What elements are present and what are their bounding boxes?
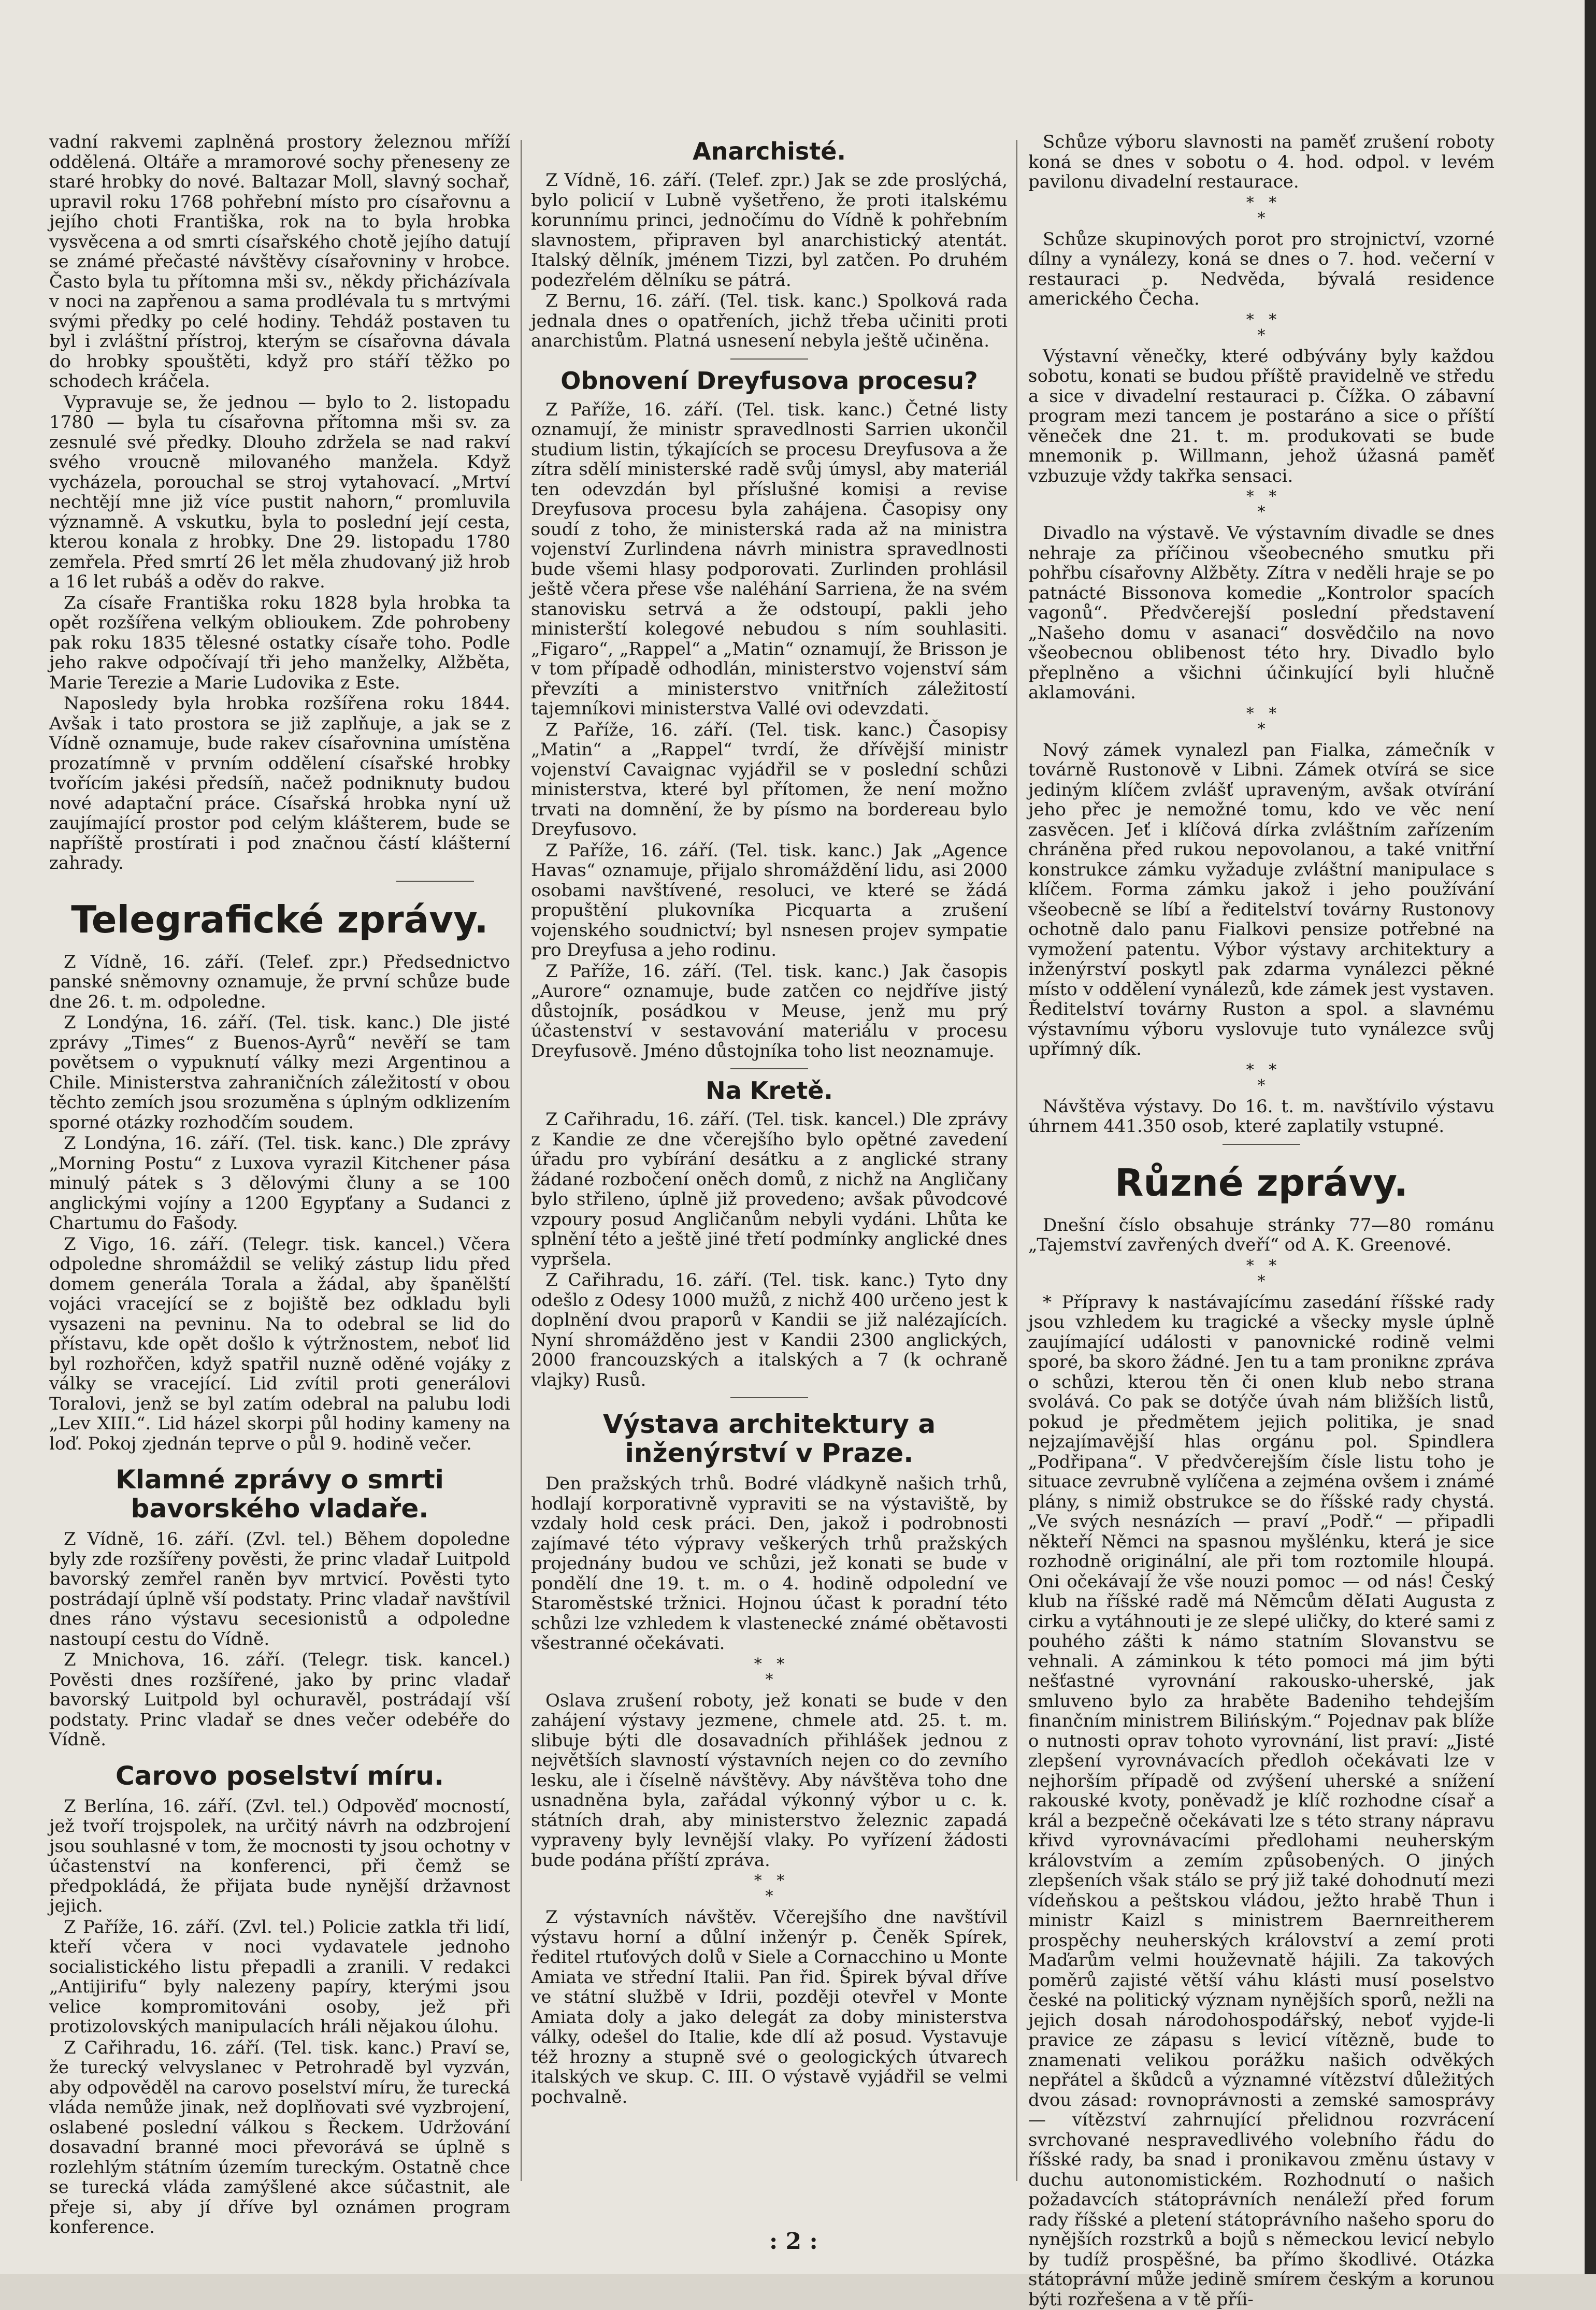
news-item: Z Londýna, 16. září. (Tel. tisk. kanc.) Dle zprávy „Morning Postu“ z Luxova vyrazil Kitchener pása minulý pátek s 3 dělovými čluny a se 100 anglickými vojíny a 1200 Egypťany a Sudanci z Chartumu do Fašody. <box>49 1133 510 1233</box>
section-rule <box>730 1068 808 1069</box>
section-rule <box>1223 1144 1300 1145</box>
news-item: Nový zámek vynalezl pan Fialka, zámečník v továrně Rustonově v Libni. Zámek otvírá se sice jediným klíčem zvlášť upraveným, avšak otvírání jeho přec je nemožné tomu, kdo ve věc není zasvěcen. Jeť i klíčová dírka zvláštním zařízením chráněna před rukou nepovolanou, a také vnitřní konstrukce zámku vyžaduje zvláštní manipulace s klíčem. Forma zámku jakož i jeho používání všeobecně se líbí a ředitelství továrny Rustonovy ochotně dalo panu Fialkovi pensize potřebné na vymožení patentu. Výbor výstavy architektury a inženýrství poskytl pak zdarma vynálezci pěkné místo v oddělení vynálezů, kde zámek jest vystaven. Ředitelství továrny Ruston a spol. a slavnému výstavnímu výboru vyslovuje tuto vynálezce svůj upřímný dík. <box>1028 739 1494 1059</box>
news-item: Z Cařihradu, 16. září. (Tel. tisk. kanc.) Tyto dny odešlo z Odesy 1000 mužů, z nichž 400 určeno jest k doplnění dvou praporů v Kandii se již nalézajících. Nyní shromážděno jest v Kandii 2300 anglických, 2000 francouzských a italských a 7 (k ochraně vlajky) Rusů. <box>531 1270 1008 1390</box>
asterism: * * * <box>1246 1060 1277 1095</box>
asterism: * * * <box>1246 704 1277 738</box>
news-item: Z Berlína, 16. září. (Zvl. tel.) Odpověď mocností, jež tvoří trojspolek, na určitý návrh na odzbrojení jsou souhlasné v tom, že mocnosti ty jsou ochotny v účastenství na konferenci, při čemž se předpokládá, že přijata bude nynější državnost jejich. <box>49 1796 510 1916</box>
article-paragraph: vadní rakvemi zaplněná prostory železnou mříží oddělená. Oltáře a mramorové sochy přeneseny ze staré hrobky do nové. Baltazar Moll, slavný sochař, upravil roku 1768 pohřební místo pro císařovnu a jejího choti Františka, rok na to byla hrobka vysvěcena a od smrti císařského chotě jejího datují se známé přečasté návštěvy císařovniny v hrobce. Často byla tu přítomna mši sv., někdy přicházívala v noci na zapřenou a sama prodlévala tu s mrtvými svými předky po celé hodiny. Tehdáž postaven tu byl i zvláštní přístroj, kterým se císařovna dávala do hrobky spouštěti, když pro stáří těžko po schodech kráčela. <box>49 132 510 392</box>
column-middle <box>531 132 1008 2184</box>
news-item: Výstavní věnečky, které odbývány byly každou sobotu, konati se budou příště pravidelně ve středu a sice v divadelní restauraci p. Čížka. O zábavní program mezi tancem je postaráno a sice o příští věneček dne 21. t. m. produkovati se bude mnemonik p. Willmann, jehož úžasná paměť vzbuzuje vždy takřka sensaci. <box>1028 346 1494 486</box>
section-heading-anarchiste: Anarchisté. <box>693 137 846 165</box>
news-item: Dnešní číslo obsahuje stránky 77—80 románu „Tajemství zavřených dveří“ od A. K. Greenové. <box>1028 1214 1494 1255</box>
section-rule <box>396 881 474 882</box>
news-item: Schůze skupinových porot pro strojnictví, vzorné dílny a vynálezy, koná se dnes o 7. hod. večerní v restauraci p. Nedvěda, bývalá residence amerického Čecha. <box>1028 228 1494 309</box>
column-right <box>1028 132 1494 2310</box>
page-footer-mark: : 2 : <box>769 2228 818 2255</box>
news-item: Z Vídně, 16. září. (Zvl. tel.) Během dopoledne byly zde rozšířeny pověsti, že princ vladař Luitpold bavorský zemřel raněn byv mrtvicí. Pověsti tyto postrádají úplně vší podstaty. Princ vladař navštívil dnes ráno výstavu secesionistů a odpoledne nastoupí cestu do Vídně. <box>49 1529 510 1649</box>
asterism: * * * <box>1246 1256 1277 1290</box>
news-item: Z Vídně, 16. září. (Telef. zpr.) Předsednictvo panské sněmovny oznamuje, že první schůze bude dne 26. t. m. odpoledne. <box>49 951 510 1012</box>
column-rule <box>521 140 522 2181</box>
news-item: Z Vídně, 16. září. (Telef. zpr.) Jak se zde proslýchá, bylo policií v Lubně vyšetřeno, že proti italskému korunnímu princi, jednočímu do Vídně k pohřebním slavnostem, připraven byl anarchistický atentát. Italský dělník, jménem Tizzi, byl zatčen. Po druhém podezřelém dělníku se pátrá. <box>531 170 1008 291</box>
news-item: Z Vigo, 16. září. (Telegr. tisk. kancel.) Včera odpoledne shromáždil se veliký zástup lidu před domem generála Torala a žádal, aby španělští vojáci vracející se z bojiště bez odkladu byli vysazeni na pevninu. Na to odebral se lid do přístavu, kde opět došlo k výtržnostem, neboť lid byl rozhořčen, když spatřil nuzně oděné vojáky z války se vracející. Lid zvítil proti generálovi Toralovi, jenž se byl zatím odebral na palubu lodi „Lev XIII.“. Lid házel skorpi půl hodiny kameny na loď. Pokoj zjednán teprve o půl 9. hodině večer. <box>49 1233 510 1454</box>
scan-edge <box>1585 0 1596 2274</box>
section-heading-carovo: Carovo poselství míru. <box>115 1760 444 1791</box>
asterism: * * * <box>754 1872 785 1905</box>
news-item: Z Cařihradu, 16. září. (Tel. tisk. kancel.) Dle zprávy z Kandie ze dne včerejšího bylo opětné zavedení úřadu pro vybírání desátku a z anglické strany žádané rozbočení oněch domů, z nichž na Angličany bylo střileno, úplně již provedeno; avšak původcové vzpoury posud Angličanům nebyli vydáni. Lhůta ke splnění této a ještě jiné třetí podmínky anglické dnes vypršela. <box>531 1109 1008 1270</box>
news-item: Z Mnichova, 16. září. (Telegr. tisk. kancel.) Pověsti dnes rozšířené, jako by princ vladař bavorský Luitpold byl ochuravěl, postrádají vší podstaty. Princ vladař se dnes večer odebéře do Vídně. <box>49 1649 510 1750</box>
section-rule <box>730 1397 808 1398</box>
column-rule <box>1016 140 1017 2181</box>
news-item: Návštěva výstavy. Do 16. t. m. navštívilo výstavu úhrnem 441.350 osob, které zaplatily vstupné. <box>1028 1096 1494 1137</box>
article-paragraph: Naposledy byla hrobka rozšířena roku 1844. Avšak i tato prostora se již zaplňuje, a jak se z Vídně oznamuje, bude rakev císařovnina umístěna prozatímně v prvním oddělení císařské hrobky tvořícím jakési předsíň, načež podniknuty budou nové adaptační práce. Císařská hrobka nyní už zaujímající prostor pod celým klášterem, bude se napříště prostírati i pod značnou částí klášterní zahrady. <box>49 693 510 873</box>
news-item: Z Londýna, 16. září. (Tel. tisk. kanc.) Dle jisté zprávy „Times“ z Buenos-Ayrů“ nevěří se tam povětsem o vypuknutí války mezi Argentinou a Chile. Ministerstva zahraničních záležitostí v obou těchto zemích jsou srozuměna s úplným odklizením sporné otázky rozhodčím soudem. <box>49 1012 510 1133</box>
column-left <box>49 132 510 2237</box>
asterism: * * * <box>1246 487 1277 521</box>
news-item: Divadlo na výstavě. Ve výstavním divadle se dnes nehraje za příčinou všeobecného smutku při pohřbu císařovny Alžběty. Zítra v neděli hraje se po patnácté Bissonova komedie „Kontrolor spacích vagonů“. Předvčerejší poslední představení „Našeho domu v asanaci“ dosvědčilo na novo všeobecnou oblibenost této hry. Divadlo bylo přeplněno a všichni účinkující byli hlučně aklamováni. <box>1028 523 1494 703</box>
news-item: Z Paříže, 16. září. (Tel. tisk. kanc.) Časopisy „Matin“ a „Rappel“ tvrdí, že dřívější ministr vojenství Cavaignac vyjádřil se v poslední schůzi ministerstva, které byl přítomen, že není možno trvati na domnění, že by písmo na bordereau bylo Dreyfusovo. <box>531 719 1008 840</box>
section-heading-vystava: Výstava architektury a inženýrství v Praze. <box>602 1409 936 1468</box>
section-heading-ruzne: Různé zprávy. <box>1115 1160 1408 1204</box>
article-paragraph: Za císaře Františka roku 1828 byla hrobka ta opět rozšířena velkým oblioukem. Zde pohrobeny pak roku 1835 tělesné ostatky císaře toho. Podle jeho rakve odpočívají tři jeho manželky, Alžběta, Marie Terezie a Marie Ludovika z Este. <box>49 592 510 693</box>
section-heading-klamne: Klamné zprávy o smrti bavorského vladaře. <box>116 1465 444 1524</box>
section-heading-dreyfus: Obnovení Dreyfusova procesu? <box>560 366 978 395</box>
news-item: Schůze výboru slavnosti na paměť zrušení roboty koná se dnes v sobotu o 4. hod. odpol. v levém pavilonu divadelní restaurace. <box>1028 132 1494 192</box>
news-item: Den pražských trhů. Bodré vládkyně našich trhů, hodlají korporativně vypraviti se na výstaviště, by vzdaly hold cesk práci. Den, jakož i podrobnosti zajímavé této výpravy veškerých trhů pražských projednány budou ve schůzi, jež konati se bude v pondělí dne 19. t. m. o 4. hodině odpolední ve Staroměstské tržnici. Hojnou účast k poradní této schůzi lze vzhledem k vlastenecké známé obětavosti všestranné očekávati. <box>531 1473 1008 1654</box>
news-item: Z výstavních návštěv. Včerejšího dne navštívil výstavu horní a důlní inženýr p. Čeněk Spírek, ředitel rtuťových dolů v Siele a Cornacchino u Monte Amiata ve střední Italii. Pan řid. Špirek býval dříve ve státní službě v Idrii, později otevřel v Monte Amiata doly a jako delegát za doby ministerstva války, odešel do Italie, kde dlí až posud. Vystavuje též hrozny a stupně své o geologických útvarech italských ve skup. C. III. O výstavě vyjádřil se velmi pochvalně. <box>531 1907 1008 2107</box>
asterism: * * * <box>1246 310 1277 345</box>
news-item: Z Paříže, 16. září. (Tel. tisk. kanc.) Četné listy oznamují, že ministr spravedlnosti Sarrien ukončil studium listin, týkajících se procesu Dreyfusova a že zítra sdělí ministerské radě svůj úmysl, aby materiál ten odevzdán byl příslušné komisi a revise Dreyfusova procesu byla zahájena. Časopisy ony soudí z toho, že ministerská rada až na ministra vojenství Zurlindena návrh ministra spravedlnosti bude všemi hlasy podporovati. Zurlinden prohlásil ještě včera přese vše naléhání Sarriena, že na svém stanovisku setrvá a že odstoupí, pakli jeho ministerští kolegové nebudou s ním souhlasiti. „Figaro“, „Rappel“ a „Matin“ oznamují, že Brisson je v tom případě odhodlán, ministerstvo vojenství sám převzíti a ministerstvo vnitřních záležitostí tajemníkovi ministerstva Vallé ovi odevzdati. <box>531 399 1008 719</box>
section-rule <box>730 358 808 360</box>
section-heading-telegraf: Telegrafické zprávy. <box>71 897 488 941</box>
news-item: Z Cařihradu, 16. září. (Tel. tisk. kanc.) Praví se, že turecký velvyslanec v Petrohradě byl vyzván, aby odpověděl na carovo poselství míru, že turecká vláda nemůže jinak, než doplňovati své vyzbrojení, oslabené poslední válkou s Řeckem. Udržování dosavadní branné moci převorává se úplně s rozlehlým státním územím tureckým. Ostatně chce se turecká vláda zamýšlené akce súčastnit, ale přeje si, aby jí dříve byl oznámen program konference. <box>49 2037 510 2237</box>
section-heading-krete: Na Kretě. <box>706 1077 833 1104</box>
news-item: Z Paříže, 16. září. (Tel. tisk. kanc.) Jak „Agence Havas“ oznamuje, přijalo shromáždění lidu, asi 2000 osobami navštívené, resoluci, ve které se žádá propuštění plukovníka Picquarta a zrušení vojenského soudnictví; byl nsnesen projev sympatie pro Dreyfusa a jeho rodinu. <box>531 840 1008 960</box>
asterism: * * * <box>1246 193 1277 227</box>
news-item: Z Bernu, 16. září. (Tel. tisk. kanc.) Spolková rada jednala dnes o opatřeních, jichž třeba učiniti proti anarchistům. Platná usnesení nebyla ještě učiněna. <box>531 291 1008 351</box>
news-item: Z Paříže, 16. září. (Tel. tisk. kanc.) Jak časopis „Aurore“ oznamuje, bude zatčen co nejdříve jistý důstojník, posádkou v Meuse, jenž mu prý účastenství v sestavování materiálu v procesu Dreyfusově. Jméno důstojníka toho list neoznamuje. <box>531 960 1008 1061</box>
article-paragraph: Vypravuje se, že jednou — bylo to 2. listopadu 1780 — byla tu císařovna přítomna mši sv. za zesnulé své předky. Dlouho zdržela se nad rakví svého vroucně milovaného manžela. Když vycházela, porouchal se stroj vytahovací. „Mrtví nechtějí mne již více pustit nahorn,“ promluvila významně. A vskutku, byla to poslední její cesta, kterou konala z hrobky. Dne 29. listopadu 1780 zemřela. Před smrtí 26 let měla zhudovaný již hrob a 16 let rubáš a oděv do rakve. <box>49 392 510 592</box>
news-item: Z Paříže, 16. září. (Zvl. tel.) Policie zatkla tři lidí, kteří včera v noci vydavatele jednoho socialistického listu přepadli a zranili. V redakci „Antijirifu“ byly nalezeny papíry, kterými jsou velice kompromitováni osoby, jež při protizolovských manipulacích hráli nějakou úlohu. <box>49 1916 510 2037</box>
news-item: Oslava zrušení roboty, jež konati se bude v den zahájení výstavy jezmene, chmele atd. 25. t. m. slibuje býti dle dosavadních přihlášek jednou z největších slavností výstavních nejen co do zevního lesku, ale i číselně návštěvy. Aby návštěva toho dne usnadněna byla, zařádal výkonný výbor u c. k. státních drah, aby ministerstvo železnic zapadá vypraveny byly levnější vlaky. Po vyřízení žádosti bude podána příští zpráva. <box>531 1690 1008 1871</box>
asterism: * * * <box>754 1655 785 1689</box>
news-item: * Přípravy k nastávajícímu zasedání říšské rady jsou vzhledem ku tragické a všecky mysle úplně zaujímající události v panovnické rodině velmi sporé, ba skoro žádné. Jen tu a tam proniknε zpráva o schůzi, kterou těn či onen klub nebo strana svolává. Co pak se dotýče úvah nám bližších listů, pokud je předmětem jejich politika, je snad nejzajímavější hlas orgánu pol. Spindlera „Podřipana“. V předvčerejším čísle listu toho je situace zevrubně vylíčena a zejména ovšem i známé plány, s nimiž obstrukce se do říšské rady chystá. „Ve svých nesnázích — praví „Podř.“ — připadli někteří Němci na spasnou myšlénku, která je sice rozhodně originální, ale při tom roztomile hloupá. Oni očekávají že vše nouzi pomoc — od nás! Český klub na říšské radě má Němcům děIati Augusta z cirku a vytáhnouti je ze slepé uličky, do které sami z pouhého zášti k námo statním Slovanstvu se vehnali. A záminkou k této pomoci má jim býti nešťastné vyrovnání rakousko-uherské, jak smluveno bylo za hraběte Badeniho tehdejším finančním ministrem Bilińským.“ Pojednav pak blíže o nutnosti oprav tohoto vyrovnání, list praví: „Jisté zlepšení vyrovnávacích předloh očekávati lze v nejhorším případě od zvýšení uherské a snížení rakouské kvoty, poněvadž je klíč rozhodne císař a král a bezpečně očekávati lze s této strany nápravu křivd vyrovnávacími předlohami neuherským královstvím a zemím způsobených. O jiných zlepšeních však stálo se prý již také dohodnutí mezi vídeňskou a peštskou vládou, ježto hrabě Thun i ministr Kaizl s ministrem Baernreitherem prospěchy neuherských království a zemí proti Maďarům velmi houževnatě hájili. Za takových poměrů zajisté větší váhu klásti musí poselstvo české na politický význam nynějších sporů, nežli na jejich dosah národohospodářský, neboť vyjde-li pravice ze zápasu s levicí vítězně, bude to znamenati velikou porážku našich odvěkých nepřátel a škůdců a významné vítězství důležitých dvou zásad: rovnoprávnosti a zemské samosprávy — vítězství zahrnující přelidnou rozvrácení svrchované nespravedlivého volebního řádu do říšské rady, ba snad i pronikavou změnu ústavy v duchu autonomistickém. Rozhodnutí o našich požadavcích státoprávních nenáleží před forum rady říšské a pletení státoprávního našeho sporu do nynějších rozstrků a bojů s německou levicí nebylo by tudíž prospěšné, ba přímo škodlivé. Otázka státoprávní může jedině smírem českým a korunou býti rozřešena a v tě příi- <box>1028 1292 1494 2310</box>
